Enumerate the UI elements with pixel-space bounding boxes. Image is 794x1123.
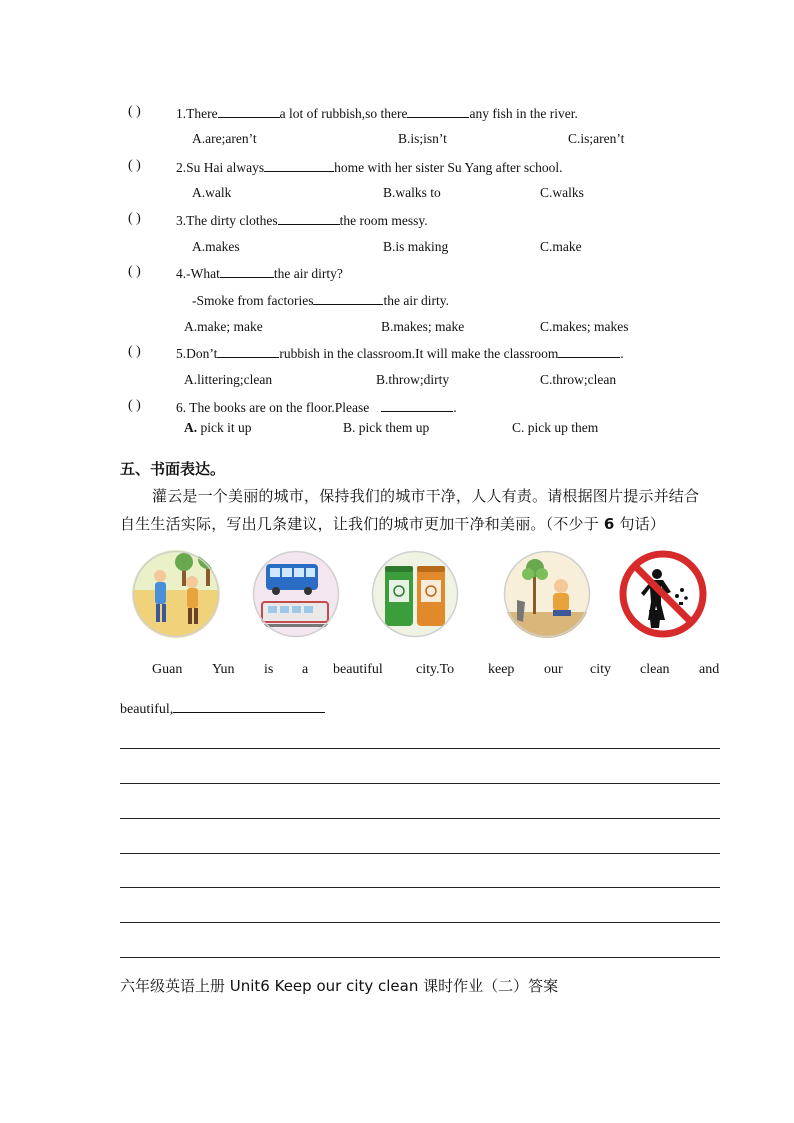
q2-option-a: A.walk [192,185,232,200]
prompt-line-1: 灌云是一个美丽的城市，保持我们的城市干净，人人有责。请根据图片提示并结合 [152,487,700,505]
q1-blank-1[interactable] [218,105,280,118]
q1-option-a: A.are;aren’t [192,131,257,146]
q4-stem-a: 4.-What [176,266,220,281]
q5-stem-c: . [620,346,624,361]
q5-option-a: A.littering;clean [184,372,273,387]
question-6 [176,399,457,416]
q6-blank-1[interactable] [381,399,453,412]
q6-stem-b: . [453,400,457,415]
writing-line-1[interactable] [120,748,720,749]
q3-blank-1[interactable] [278,212,340,225]
writing-line-4[interactable] [120,853,720,854]
q1-blank-2[interactable] [407,105,469,118]
answer-paren-5[interactable]: ( ) [128,344,141,359]
q4-stem2-a: -Smoke from factories [192,293,314,308]
q5-option-b: B.throw;dirty [376,372,450,387]
planting-tree-picture [503,550,591,638]
question-5 [176,345,624,362]
no-littering-sign [619,548,707,640]
writing-line-3[interactable] [120,818,720,819]
q6-option-a-letter: A. [184,420,198,435]
sentence-word-5: beautiful [333,662,383,677]
question-1 [176,105,578,122]
q3-option-c: C.make [540,239,582,254]
q4-blank-2[interactable] [313,292,383,305]
prompt-count: 6 [603,515,615,533]
q3-option-a: A.makes [192,239,240,254]
sentence-word-11: and [699,662,720,677]
q4-option-a: A.make; make [184,319,263,334]
sentence-end: beautiful, [120,702,174,717]
prompt-line-2a: 自生生活实际，写出几条建议，让我们的城市更加干净和美丽。（不少于 [120,515,604,533]
q1-stem-b: a lot of rubbish,so there [279,106,408,121]
q6-option-c: C. pick up them [512,420,599,435]
q6-option-b: B. pick them up [343,420,430,435]
q4-blank-1[interactable] [220,265,274,278]
q2-stem-b: home with her sister Su Yang after school. [334,160,563,175]
q4-option-b: B.makes; make [381,319,465,334]
answer-key-heading: 六年级英语上册 Unit6 Keep our city clean 课时作业（二）答案 [120,977,559,995]
q1-option-b: B.is;isn’t [398,131,447,146]
prompt-line-2 [120,513,665,534]
question-2 [176,159,562,176]
q2-option-c: C.walks [540,185,584,200]
q4-option-c: C.makes; makes [540,319,629,334]
sentence-word-1: Guan [152,662,183,677]
recycling-bins-picture [371,550,459,638]
sentence-word-9: city [590,662,611,677]
bus-and-train-picture [252,550,340,638]
q5-stem-a: 5.Don’t [176,346,218,361]
sentence-word-3: is [264,662,274,677]
writing-line-2[interactable] [120,783,720,784]
sentence-word-4: a [302,662,309,677]
section-title: 五、书面表达。 [120,460,226,478]
q3-option-b: B.is making [383,239,449,254]
prompt-line-2c: 句话） [614,515,666,533]
q2-blank-1[interactable] [264,159,334,172]
q5-option-c: C.throw;clean [540,372,617,387]
sentence-word-10: clean [640,662,670,677]
q3-stem-a: 3.The dirty clothes [176,213,278,228]
walking-to-school-picture [132,550,220,638]
question-4-response [192,292,449,309]
q3-stem-b: the room messy. [339,213,428,228]
answer-paren-3[interactable]: ( ) [128,211,141,226]
question-4 [176,265,343,282]
answer-paren-4[interactable]: ( ) [128,264,141,279]
sentence-word-8: our [544,662,563,677]
sentence-word-7: keep [488,662,515,677]
q4-stem2-b: the air dirty. [383,293,449,308]
sentence-word-2: Yun [212,662,235,677]
q1-stem-c: any fish in the river. [469,106,578,121]
question-3 [176,212,428,229]
q5-blank-1[interactable] [217,345,279,358]
q1-stem-a: 1.There [176,106,218,121]
answer-paren-6[interactable]: ( ) [128,398,141,413]
writing-line-6[interactable] [120,922,720,923]
q6-option-a [184,420,252,436]
q2-option-b: B.walks to [383,185,441,200]
answer-paren-1[interactable]: ( ) [128,104,141,119]
q1-option-c: C.is;aren’t [568,131,625,146]
sentence-line-2 [120,698,325,718]
q2-stem-a: 2.Su Hai always [176,160,265,175]
answer-paren-2[interactable]: ( ) [128,158,141,173]
q5-blank-2[interactable] [558,345,620,358]
sentence-word-6: city.To [416,662,455,677]
writing-line-7[interactable] [120,957,720,958]
q4-stem-b: the air dirty? [273,266,343,281]
writing-line-5[interactable] [120,887,720,888]
q6-option-a-text: pick it up [197,420,252,435]
q6-stem-a: 6. The books are on the floor.Please [176,400,370,415]
writing-blank-inline[interactable] [173,698,325,713]
q5-stem-b: rubbish in the classroom.It will make the classroom [279,346,559,361]
